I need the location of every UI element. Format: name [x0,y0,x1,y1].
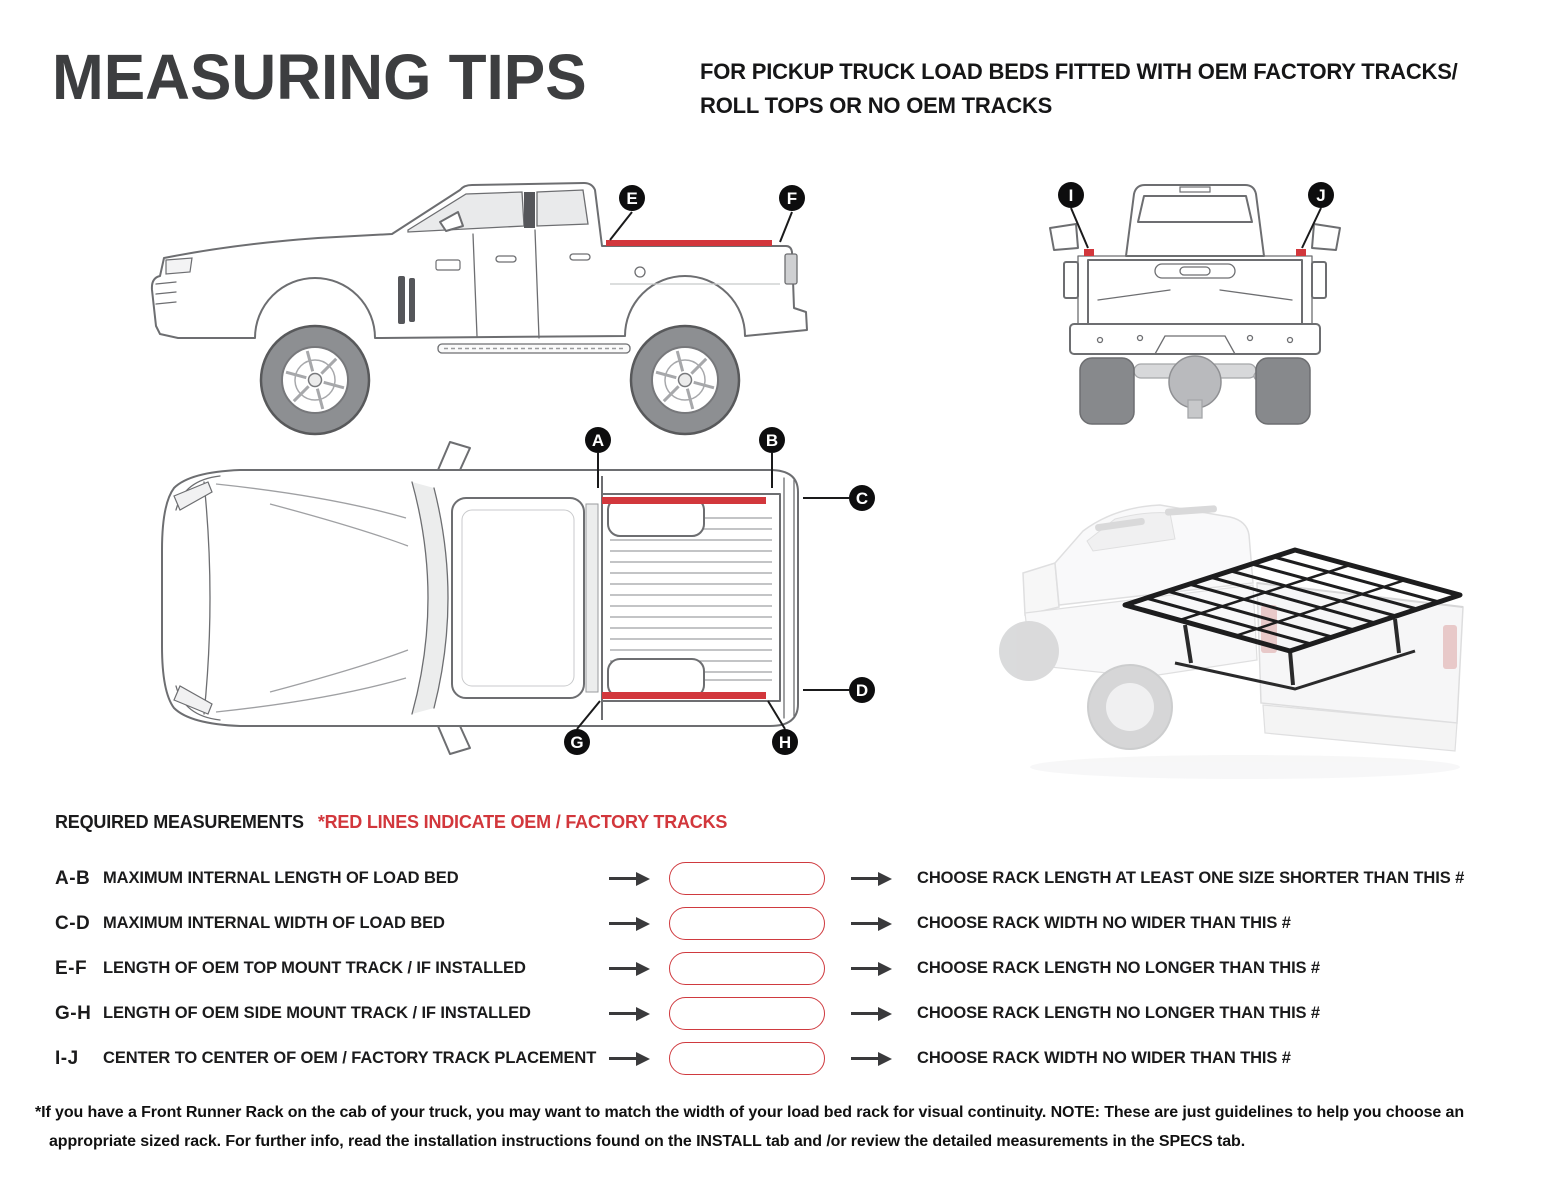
marker-h [772,729,798,755]
oem-track-line-top [602,497,766,504]
measurement-row-cd [55,901,1540,946]
arrow-right-icon [851,917,897,931]
marker-j [1308,182,1334,208]
measurement-guidance: CHOOSE RACK WIDTH NO WIDER THAN THIS # [917,1049,1291,1067]
measurement-guidance: CHOOSE RACK LENGTH AT LEAST ONE SIZE SHORTER THAN THIS # [917,869,1465,887]
measurement-guidance: CHOOSE RACK LENGTH NO LONGER THAN THIS # [917,1004,1321,1022]
b-pillar [524,192,535,228]
arrow-right-icon [851,962,897,976]
measurement-input[interactable] [669,1042,825,1075]
left-mirror [1050,224,1078,250]
bumper [1070,324,1320,354]
svg-text:D: D [855,681,869,700]
measurement-input[interactable] [669,862,825,895]
measurement-input[interactable] [669,952,825,985]
leader-f [780,212,792,242]
measurement-row-gh [55,991,1540,1036]
rear-window [537,190,588,226]
measurement-row-ij [55,1036,1540,1081]
leader-e [610,212,632,240]
measurement-code: E-F [55,957,88,979]
subtitle-line-2: ROLL TOPS OR NO OEM TRACKS [700,93,1053,118]
rear-cab-glass [586,504,598,692]
marker-d [849,677,875,703]
truck-side-view-diagram [140,168,860,453]
measurement-rows [55,856,1540,1081]
measurement-description: MAXIMUM INTERNAL WIDTH OF LOAD BED [103,914,445,932]
brake-light [1180,187,1210,192]
marker-f [779,185,805,211]
svg-text:I: I [1068,186,1074,205]
marker-g [564,729,590,755]
page-subtitle [700,55,1510,123]
svg-text:C: C [855,489,869,508]
rear-window [1138,196,1252,222]
marker-b [759,427,785,453]
svg-text:F: F [786,189,798,208]
svg-text:B: B [765,431,779,450]
tailgate [1088,260,1302,324]
right-mirror [1312,224,1340,250]
left-tail-light [1064,262,1078,298]
truck-rear-view-diagram [1030,168,1360,438]
measurement-input[interactable] [669,997,825,1030]
measurement-description: LENGTH OF OEM SIDE MOUNT TRACK / IF INSTALLED [103,1004,531,1022]
measurement-code: C-D [55,912,91,934]
footnote: *If you have a Front Runner Rack on the cab of your truck, you may want to match the width of your load bed rack for visual continuity. NOTE: These are just guidelines to help you choose an appropriate sized rack. For further info, read the installation instructions found on the INSTALL tab and /or review the detailed measurements in the SPECS tab. [35,1104,1465,1150]
arrow-right-icon [851,872,897,886]
arrow-right-icon [851,1007,897,1021]
arrow-right-icon [609,872,655,886]
bottom-mirror [438,726,470,754]
oem-track-mark-left [1084,249,1094,256]
measurement-input[interactable] [669,907,825,940]
measurement-description: LENGTH OF OEM TOP MOUNT TRACK / IF INSTALLED [103,959,526,977]
wheel-hump-bottom [608,659,704,697]
measurement-guidance: CHOOSE RACK LENGTH NO LONGER THAN THIS # [917,959,1321,977]
red-lines-note: *RED LINES INDICATE OEM / FACTORY TRACKS [317,812,728,832]
svg-text:H: H [778,733,792,752]
svg-text:J: J [1316,186,1326,205]
arrow-right-icon [609,962,655,976]
tow-hitch [1188,400,1202,418]
svg-text:G: G [570,733,584,752]
page-title: MEASURING TIPS [52,41,587,113]
measurement-description: MAXIMUM INTERNAL LENGTH OF LOAD BED [103,869,459,887]
faded-truck [999,505,1463,779]
right-tail-light [1312,262,1326,298]
required-measurements-legend [55,812,727,833]
oem-track-line-top-mount [606,240,772,246]
svg-text:E: E [626,189,638,208]
measurement-code: I-J [55,1047,79,1069]
marker-e [619,185,645,211]
arrow-right-icon [609,917,655,931]
svg-text:A: A [591,431,605,450]
measurement-row-ef [55,946,1540,991]
marker-a [585,427,611,453]
truck-top-view-diagram [150,418,890,778]
measurement-code: G-H [55,1002,92,1024]
fender-trim [409,278,415,322]
subtitle-line-1: FOR PICKUP TRUCK LOAD BEDS FITTED WITH OEM FACTORY TRACKS/ [700,59,1458,84]
marker-c [849,485,875,511]
headlight [166,258,192,274]
marker-i [1058,182,1084,208]
fender-trim [398,276,405,324]
legend-heading: REQUIRED MEASUREMENTS [55,812,304,832]
arrow-right-icon [609,1007,655,1021]
oem-track-mark-right [1296,249,1306,256]
measurement-guidance: CHOOSE RACK WIDTH NO WIDER THAN THIS # [917,914,1291,932]
measurement-code: A-B [55,867,91,889]
tail-light [785,254,797,284]
arrow-right-icon [851,1052,897,1066]
arrow-right-icon [609,1052,655,1066]
measurement-description: CENTER TO CENTER OF OEM / FACTORY TRACK PLACEMENT [103,1049,597,1067]
roof-panel [452,498,584,698]
right-rear-wheel [1256,358,1310,424]
left-rear-wheel [1080,358,1134,424]
top-mirror [438,442,470,470]
load-bed-rack-photo [995,455,1535,795]
measurement-row-ab [55,856,1540,901]
oem-track-line-bottom [602,692,766,699]
